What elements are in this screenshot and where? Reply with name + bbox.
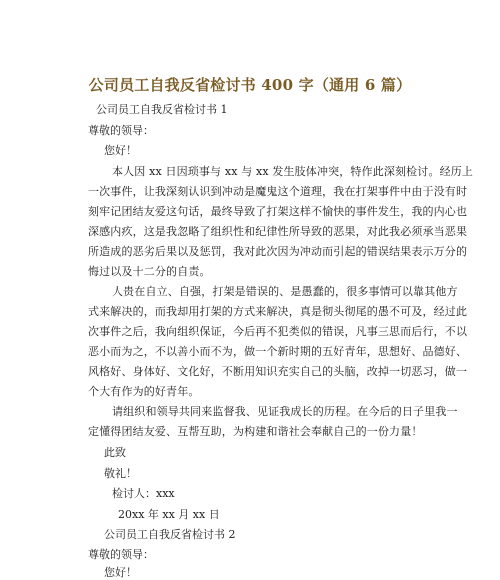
- paragraph-2-line-4: 恶小而为之，不以善小而不为，做一个新时期的五好青年，思想好、品德好、: [88, 345, 468, 358]
- paragraph-1-line-2: 一次事件，让我深刻认识到冲动是魔鬼这个道理，我在打架事件中由于没有时: [88, 185, 468, 198]
- paragraph-2-line-3: 次事件之后，我向组织保证，今后再不犯类似的错误，凡事三思而后行，不以: [88, 325, 468, 338]
- paragraph-2-line-2: 式来解决的，而我却用打架的方式来解决，真是彻头彻尾的愚不可及，经过此: [88, 305, 468, 318]
- paragraph-3-line-1: 请组织和领导共同来监督我、见证我成长的历程。在今后的日子里我一: [112, 405, 458, 418]
- paragraph-1-line-5: 所造成的恶劣后果以及惩罚，我对此次因为冲动而引起的错误结果表示万分的: [88, 245, 468, 258]
- paragraph-2-line-5: 风格好、身体好、文化好，不断用知识充实自己的头脑，改掉一切恶习，做一: [88, 365, 468, 378]
- paragraph-1-line-6: 悔过以及十二分的自责。: [88, 265, 211, 278]
- paragraph-1-line-3: 刻牢记团结友爱这句话，最终导致了打架这样不愉快的事件发生，我的内心也: [88, 205, 468, 218]
- paragraph-3-line-2: 定懂得团结友爱、互帮互助，为构建和谐社会奉献自己的一份力量！: [88, 425, 423, 438]
- salutation-2: 尊敬的领导：: [88, 548, 154, 561]
- document-title: 公司员工自我反省检讨书 400 字（通用 6 篇）: [88, 76, 412, 94]
- greeting-2: 您好！: [104, 566, 137, 579]
- paragraph-2-line-6: 个大有作为的好青年。: [88, 385, 200, 398]
- closing-line-2: 敬礼！: [104, 467, 137, 480]
- date: 20xx 年 xx 月 xx 日: [118, 508, 220, 521]
- section-heading-2: 公司员工自我反省检讨书 2: [104, 528, 236, 541]
- paragraph-2-line-1: 人贵在自立、自强，打架是错误的、是愚蠢的，很多事情可以靠其他方: [112, 285, 458, 298]
- salutation: 尊敬的领导：: [88, 124, 154, 137]
- greeting: 您好！: [104, 144, 137, 157]
- paragraph-1-line-4: 深感内疚，这是我忽略了组织性和纪律性所导致的恶果，对此我必须承当恶果: [88, 225, 468, 238]
- signer: 检讨人：xxx: [112, 487, 175, 500]
- paragraph-1-line-1: 本人因 xx 日因琐事与 xx 与 xx 发生肢体冲突，特作此深刻检讨。经历上: [112, 165, 474, 178]
- section-heading-1: 公司员工自我反省检讨书 1: [96, 103, 228, 116]
- closing-line-1: 此致: [104, 446, 126, 459]
